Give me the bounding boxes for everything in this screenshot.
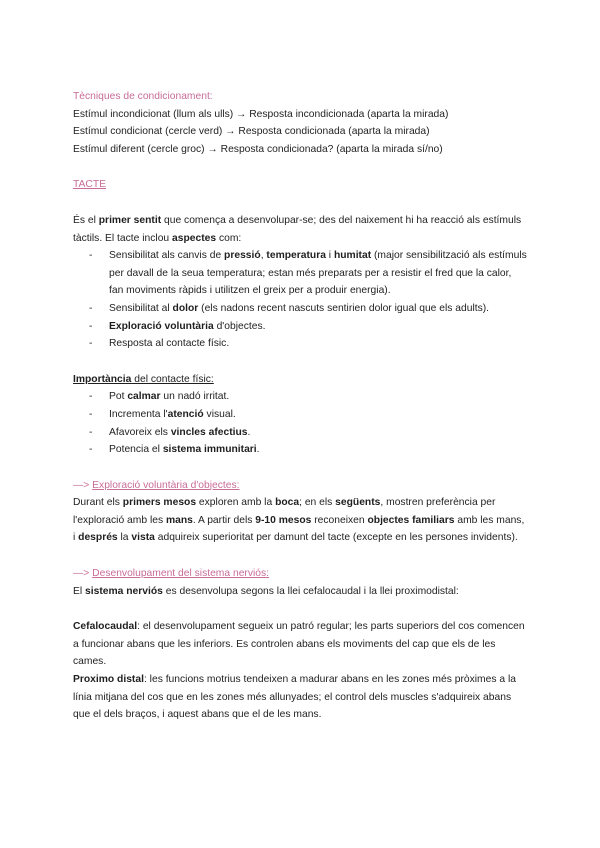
list-item: - Pot calmar un nadó irritat.	[73, 388, 528, 406]
heading-conditioning-techniques: Tècniques de condicionament:	[73, 91, 213, 102]
list-item: - Sensibilitat al dolor (els nadons recent nascuts sentirien dolor igual que els adults).	[73, 300, 528, 318]
list-item: - Exploració voluntària d'objectes.	[73, 318, 528, 336]
heading-nervous-system: —> Desenvolupament del sistema nerviós:	[73, 568, 270, 580]
list-item: - Resposta al contacte físic.	[73, 335, 528, 353]
document-page	[73, 88, 528, 724]
list-item: - Incrementa l'atenció visual.	[73, 406, 528, 424]
text-line: Estímul condicionat (cercle verd) → Resposta condicionada (aparta la mirada)	[73, 126, 430, 138]
paragraph-proximodistal: Proximo distal: les funcions motrius tendeixen a madurar abans en les zones més pròximes a la línia mitjana del cos que en les zones més allunyades; el control dels muscles s'adquireix abans que el dels braços, i aquest abans que el de les mans.	[73, 674, 516, 721]
text-line: Estímul incondicionat (llum als ulls) → Resposta incondicionada (aparta la mirada)	[73, 108, 449, 120]
heading-tacte: TACTE	[73, 179, 106, 191]
list-importance	[73, 388, 528, 458]
heading-voluntary-exploration: —> Exploració voluntària d'objectes:	[73, 479, 240, 491]
paragraph-tacte-intro: És el primer sentit que comença a desenvolupar-se; des del naixement hi ha reacció als estímuls tàctils. El tacte inclou aspectes com:	[73, 214, 522, 244]
list-item: - Afavoreix els vincles afectius.	[73, 424, 528, 442]
paragraph-nervous-system: El sistema nerviós es desenvolupa segons la llei cefalocaudal i la llei proximodistal:	[73, 585, 459, 597]
list-item: - Potencia el sistema immunitari.	[73, 441, 528, 459]
heading-importance: Importància del contacte físic:	[73, 373, 214, 385]
paragraph-exploration: Durant els primers mesos exploren amb la boca; en els següents, mostren preferència per l'exploració amb les mans. A partir dels 9-10 mesos reconeixen objectes familiars amb les mans, i després la vista adquireix superioritat per damunt del tacte (excepte en les persones invidents).	[73, 497, 525, 544]
paragraph-cefalocaudal: Cefalocaudal: el desenvolupament segueix un patró regular; les parts superiors del cos comencen a funcionar abans que les inferiors. Es controlen abans els moviments del cap que els de les cames.	[73, 621, 525, 668]
list-item: - Sensibilitat als canvis de pressió, temperatura i humitat (major sensibilització als estímuls per davall de la seua temperatura; estan més preparats per a resistir el fred que la calor, fan moviments ràpids i utilitzen el greix per a produir energia).	[73, 247, 528, 300]
list-tacte-aspects	[73, 247, 528, 353]
text-line: Estímul diferent (cercle groc) → Resposta condicionada? (aparta la mirada sí/no)	[73, 143, 443, 155]
